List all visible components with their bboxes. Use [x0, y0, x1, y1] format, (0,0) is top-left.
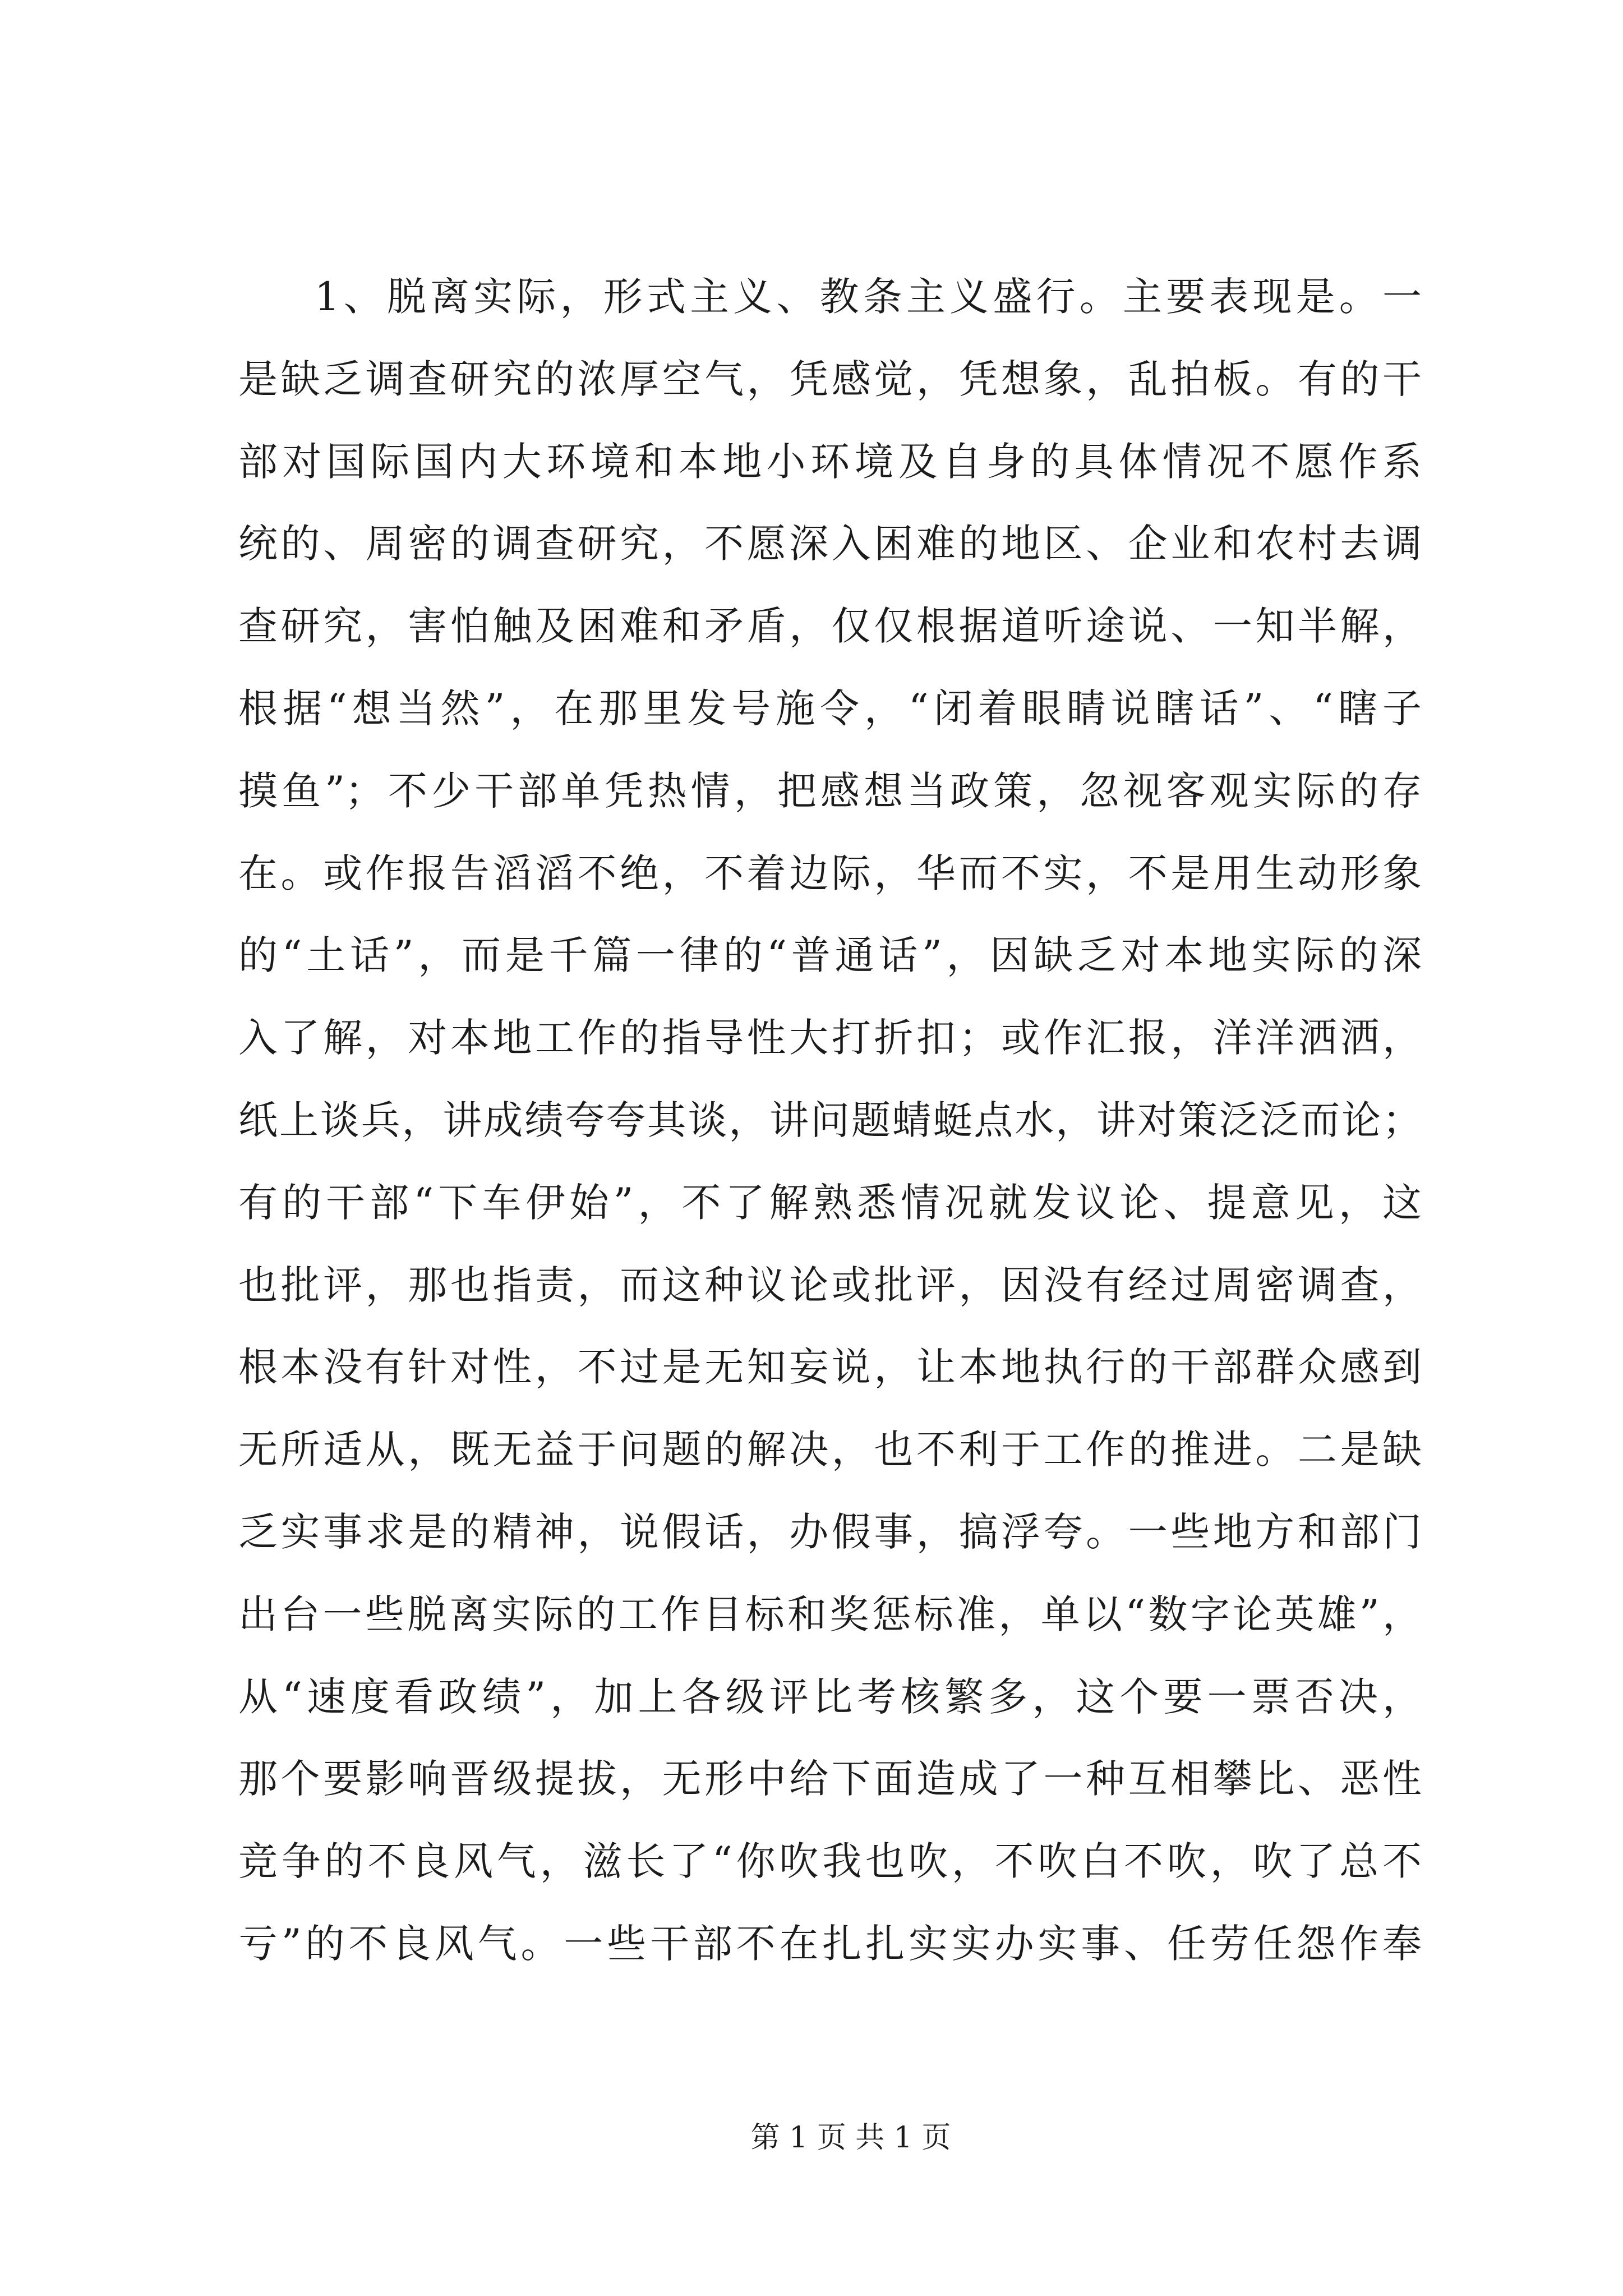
- paragraph-line: 的“土话”，而是千篇一律的“普通话”，因缺乏对本地实际的深: [238, 932, 1422, 979]
- paragraph-line: 根据“想当然”，在那里发号施令，“闭着眼睛说瞎话”、“瞎子: [238, 685, 1422, 731]
- paragraph-line: 摸鱼”；不少干部单凭热情，把感想当政策，忽视客观实际的存: [238, 767, 1422, 814]
- paragraph-line: 乏实事求是的精神，说假话，办假事，搞浮夸。一些地方和部门: [238, 1508, 1422, 1555]
- paragraph-line: 竞争的不良风气，滋长了“你吹我也吹，不吹白不吹，吹了总不: [238, 1838, 1422, 1885]
- paragraph-line: 那个要影响晋级提拔，无形中给下面造成了一种互相攀比、恶性: [238, 1756, 1422, 1802]
- paragraph-line: 有的干部“下车伊始”，不了解熟悉情况就发议论、提意见，这: [238, 1179, 1422, 1226]
- paragraph-line: 亏”的不良风气。一些干部不在扎扎实实办实事、任劳任怨作奉: [238, 1920, 1422, 1967]
- paragraph-line: 在。或作报告滔滔不绝，不着边际，华而不实，不是用生动形象: [238, 850, 1422, 896]
- paragraph-line: 无所适从，既无益于问题的解决，也不利于工作的推进。二是缺: [238, 1427, 1422, 1473]
- paragraph-line: 是缺乏调查研究的浓厚空气，凭感觉，凭想象，乱拍板。有的干: [238, 356, 1422, 402]
- paragraph-line: 1、脱离实际，形式主义、教条主义盛行。主要表现是。一: [315, 274, 1422, 320]
- paragraph-line: 从“速度看政绩”，加上各级评比考核繁多，这个要一票否决，: [238, 1673, 1422, 1720]
- paragraph-line: 入了解，对本地工作的指导性大打折扣；或作汇报，洋洋洒洒，: [238, 1015, 1422, 1061]
- paragraph-line: 部对国际国内大环境和本地小环境及自身的具体情况不愿作系: [238, 438, 1422, 485]
- paragraph-line: 出台一些脱离实际的工作目标和奖惩标准，单以“数字论英雄”，: [238, 1591, 1422, 1637]
- paragraph-line: 统的、周密的调查研究，不愿深入困难的地区、企业和农村去调: [238, 521, 1422, 567]
- page-footer: 第 1 页 共 1 页: [750, 2121, 951, 2155]
- body-paragraph: [238, 256, 1422, 1985]
- paragraph-line: 也批评，那也指责，而这种议论或批评，因没有经过周密调查，: [238, 1262, 1422, 1308]
- paragraph-line: 查研究，害怕触及困难和矛盾，仅仅根据道听途说、一知半解，: [238, 603, 1422, 650]
- paragraph-line: 根本没有针对性，不过是无知妄说，让本地执行的干部群众感到: [238, 1344, 1422, 1391]
- paragraph-line: 纸上谈兵，讲成绩夸夸其谈，讲问题蜻蜓点水，讲对策泛泛而论；: [238, 1097, 1422, 1143]
